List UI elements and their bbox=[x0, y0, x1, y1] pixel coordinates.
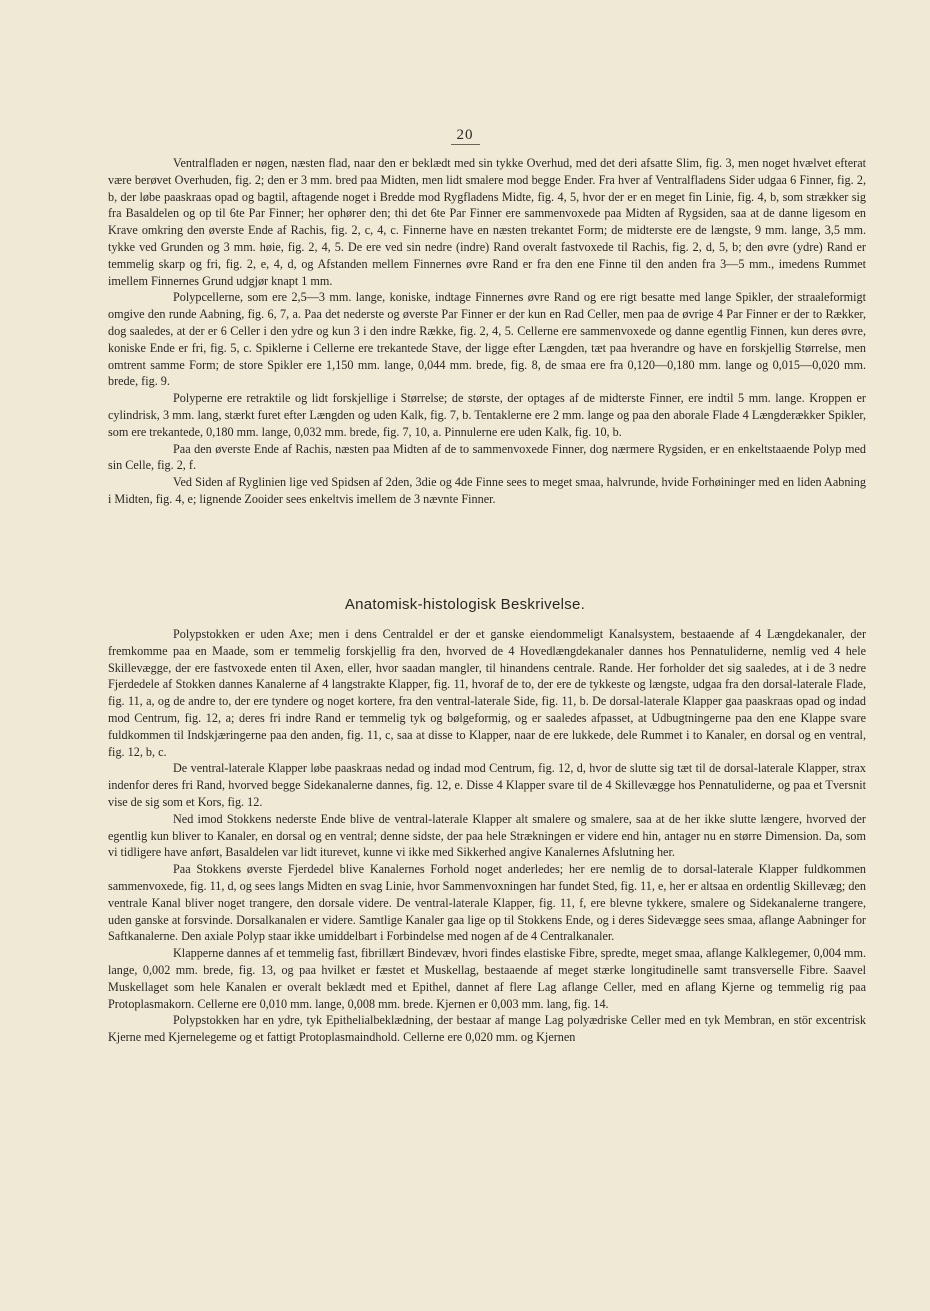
paragraph: Klapperne dannes af et temmelig fast, fibrillært Bindevæv, hvori findes elastiske Fibre, spredte, meget smaa, aflange Kalklegemer, 0,004 mm. lange, 0,002 mm. brede, fig. 13, og paa hvilket er fæstet et Muskellag, bestaaende af meget stærke longitudinelle samt transverselle Fibre. Saavel Muskellaget som hele Kanalen er overalt beklædt med et Epithel, dannet af flere Lag aflange Celler, med en aflang Kjerne og temmelig rig paa Protoplasmakorn. Cellerne ere 0,010 mm. lange, 0,008 mm. brede. Kjernen er 0,003 mm. lang, fig. 14. bbox=[108, 946, 866, 1011]
paragraph: Ventralfladen er nøgen, næsten flad, naar den er beklædt med sin tykke Overhud, med det deri afsatte Slim, fig. 3, men noget hvælvet efterat være berøvet Overhuden, fig. 2; den er 3 mm. bred paa Midten, men lidt smalere mod begge Ender. Fra hver af Ventralfladens Sider udgaa 6 Finner, fig. 2, b, der løbe paaskraas opad og bagtil, aftagende noget i Bredde mod Rygfladens Midte, fig. 4, 5, hvor der er en meget fin Linie, fig. 4, b, som strækker sig fra Basaldelen og op til 6te Par Finner; her ophører den; thi det 6te Par Finner ere sammenvoxede paa Midten af Rygsiden, saa at de danne ligesom en Krave omkring den øverste Ende af Rachis, fig. 2, c, 4, c. Finnerne have en næsten trekantet Form; de midterste ere de længste, 9 mm. lange, 3,5 mm. tykke ved Grunden og 3 mm. høie, fig. 2, 4, 5. De ere ved sin nedre (indre) Rand overalt fastvoxede til Rachis, fig. 2, d, 5, b; den øvre (ydre) Rand er temmelig skarp og fri, fig. 2, e, 4, d, og Afstanden mellem Finnernes øvre Rand er fra den ene Finne til den anden fra 3—5 mm., imedens Rummet imellem Finnernes Grund udgjør knapt 1 mm. bbox=[108, 156, 866, 288]
paragraph: Polyperne ere retraktile og lidt forskjellige i Størrelse; de største, der optages af de midterste Finner, ere indtil 5 mm. lange. Kroppen er cylindrisk, 3 mm. lang, stærkt furet efter Længden og uden Kalk, fig. 7, b. Tentaklerne ere 2 mm. lange og paa den aborale Flade 4 Længderækker Spikler, som ere trekantede, 0,180 mm. lange, 0,032 mm. brede, fig. 7, 10, a. Pinnulerne ere uden Kalk, fig. 10, b. bbox=[108, 391, 866, 439]
page-number: 20 bbox=[0, 127, 930, 144]
section-two-text bbox=[108, 626, 866, 1046]
paragraph: Paa Stokkens øverste Fjerdedel blive Kanalernes Forhold noget anderledes; her ere nemlig de to dorsal-laterale Klapper fuldkommen sammenvoxede, fig. 11, d, og sees langs Midten en svag Linie, hvor Sammenvoxningen har fundet Sted, fig. 11, e, her er altsaa en ordentlig Skillevæg; den ventrale Kanal bliver noget trangere, den dorsale videre. De ventral-laterale Klapper, fig. 11, f, ere blevne tykkere, smalere og Sidekanalerne trangere, uden ganske at forsvinde. Dorsalkanalen er videre. Samtlige Kanaler gaa lige op til Stokkens Ende, og i deres Sidevægge sees smaa, aflange Aabninger for Saftkanalerne. Den axiale Polyp staar ikke umiddelbart i Forbindelse med nogen af de 4 Centralkanaler. bbox=[108, 862, 866, 944]
paragraph: Ved Siden af Ryglinien lige ved Spidsen af 2den, 3die og 4de Finne sees to meget smaa, halvrunde, hvide Forhøininger med en liden Aabning i Midten, fig. 4, e; lignende Zooider sees enkeltvis imellem de 3 nævnte Finner. bbox=[108, 475, 866, 506]
section-one-text bbox=[108, 155, 866, 508]
section-heading: Anatomisk-histologisk Beskrivelse. bbox=[344, 596, 586, 613]
paragraph: Paa den øverste Ende af Rachis, næsten paa Midten af de to sammenvoxede Finner, dog nærmere Rygsiden, er en enkeltstaaende Polyp med sin Celle, fig. 2, f. bbox=[108, 441, 866, 473]
paragraph: De ventral-laterale Klapper løbe paaskraas nedad og indad mod Centrum, fig. 12, d, hvor de slutte sig tæt til de dorsal-laterale Klapper, strax indenfor deres fri Rand, hvorved begge Sidekanalerne dannes, fig. 12, e. Disse 4 Klapper svare til de 4 Skillevægge hos Pennatuliderne, og paa et Tversnit vise de sig som et Kors, fig. 12. bbox=[108, 761, 866, 809]
paragraph: Ned imod Stokkens nederste Ende blive de ventral-laterale Klapper alt smalere og smalere, saa at de her ikke slutte længere, hvorved der egentlig kun bliver to Kanaler, en dorsal og en ventral; denne sidste, der paa hele Strækningen er videre end hin, antager nu en større Dimension. Da, som vi tidligere have anført, Basaldelen var lidt iturevet, kunne vi ikke med Sikkerhed angive Kanalernes Afslutning her. bbox=[108, 811, 866, 860]
paragraph: Polypcellerne, som ere 2,5—3 mm. lange, koniske, indtage Finnernes øvre Rand og ere rigt besatte med lange Spikler, der straaleformigt omgive den runde Aabning, fig. 6, 7, a. Paa det nederste og øverste Par Finner er der kun en Rad Celler, men paa de øvrige 4 Par Finner er der to Rækker, dog saaledes, at der er 6 Celler i den ydre og kun 3 i den indre Række, fig. 2, 4, 5. Cellerne ere sammenvoxede og danne egentlig Finnen, kun deres øvre, koniske Ende er fri, fig. 5, c. Spiklerne i Cellerne ere trekantede Stave, der ligge efter Længden, tæt paa hverandre og have en forskjellig Størrelse, men omtrent samme Form; de store Spikler ere 1,150 mm. lange, 0,044 mm. brede, fig. 8, de smaa ere fra 0,120—0,180 mm. lange og 0,015—0,020 mm. brede, fig. 9. bbox=[108, 290, 866, 389]
paragraph: Polypstokken er uden Axe; men i dens Centraldel er der et ganske eiendommeligt Kanalsystem, bestaaende af 4 Længdekanaler, der fremkomme paa en Maade, som er temmelig forskjellig fra den, hvorved de 4 Hovedlængdekanaler dannes hos Pennatuliderne, nemlig ved 4 hele Skillevægge, der ere fastvoxede enten til Axen, eller, hvor saadan mangler, til hinandens centrale. Rande. Her forholder det sig saaledes, at i de 3 nedre Fjerdedele af Stokken dannes Kanalerne af 4 langstrakte Klapper, fig. 11, hvoraf de to, der ere de tykkeste og længste, udgaa fra den dorsal-laterale Flade, fig. 11, a, og de andre to, der ere tyndere og noget kortere, fra den ventral-laterale Side, fig. 11, b. De dorsal-laterale Klapper gaa paaskraas opad og indad mod Centrum, fig. 12, a; deres fri indre Rand er temmelig tyk og bølgeformig, og er saaledes afpasset, at Udbugtningerne paa den ene Klappe svare fuldkommen til Indskjæringerne paa den anden, fig. 11, c, saa at disse to Klapper, naar de ere lukkede, dele Rummet i to Kanaler, en dorsal og en ventral, fig. 12, b, c. bbox=[108, 627, 866, 759]
paragraph: Polypstokken har en ydre, tyk Epithelialbeklædning, der bestaar af mange Lag polyædriske Celler med en tyk Membran, en stör excentrisk Kjerne med Kjernelegeme og et fattigt Protoplasmaindhold. Cellerne ere 0,020 mm. og Kjernen bbox=[108, 1013, 866, 1045]
